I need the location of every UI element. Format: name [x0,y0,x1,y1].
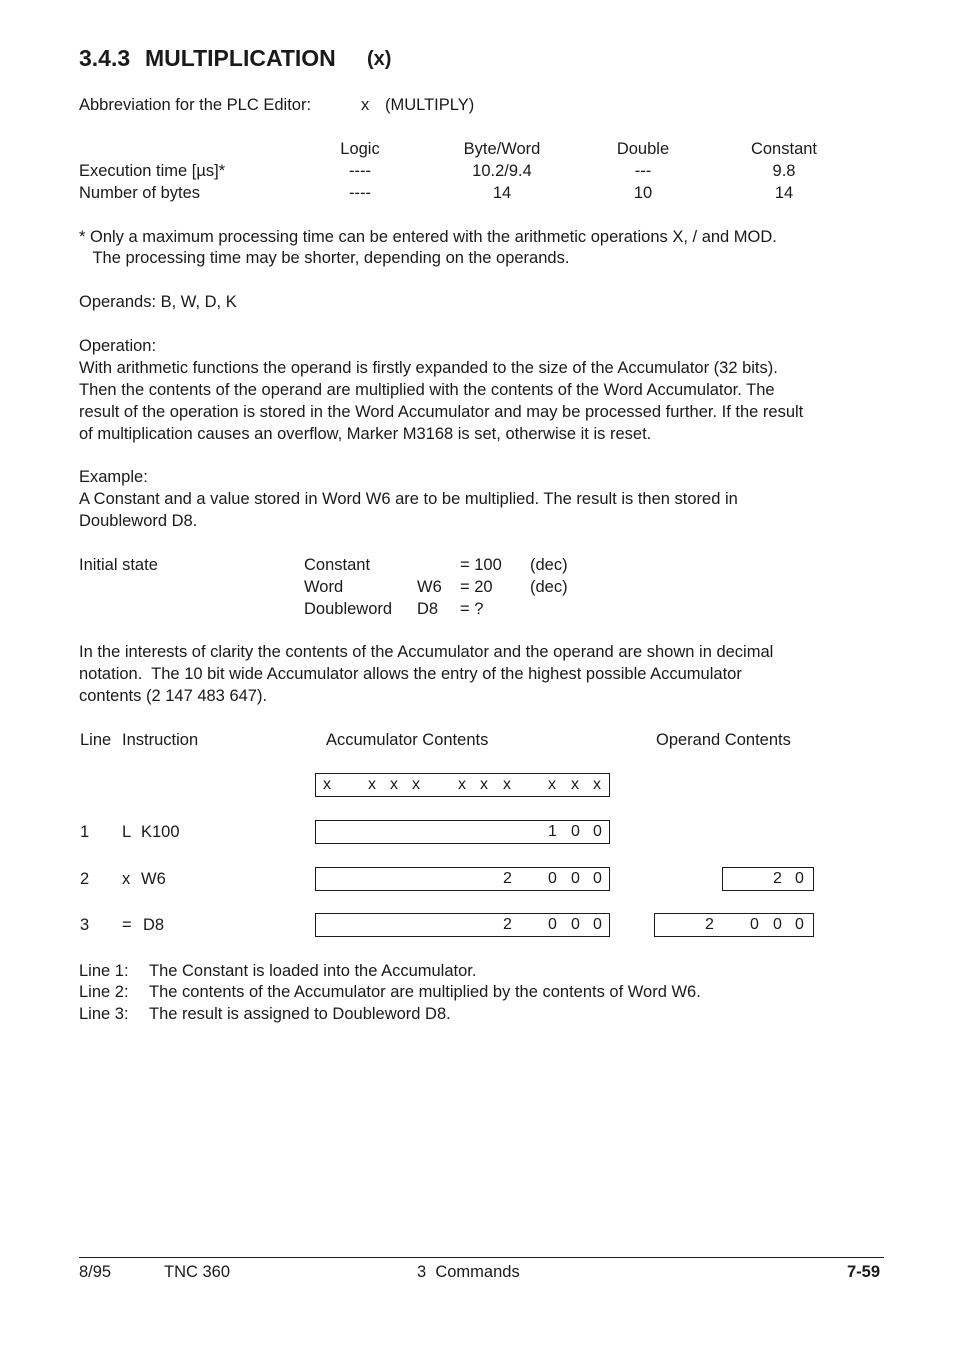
operand-digit: 2 [773,870,782,887]
initial-value: = 20 [460,578,493,596]
timing-col-logic: Logic [340,140,380,158]
accumulator-box [315,820,610,844]
operands-text: Operands: B, W, D, K [79,293,237,311]
operation-line: result of the operation is stored in the Word Accumulator and may be processed further. If the result [79,403,804,421]
acc-digit: 0 [593,823,602,840]
accumulator-box [315,867,610,891]
line-note-label: Line 2: [79,983,129,1001]
initial-type: Constant [304,556,371,574]
operand-digit: 2 [705,916,714,933]
line-note-label: Line 1: [79,962,129,980]
line-note-text: The result is assigned to Doubleword D8. [149,1005,451,1023]
operand-box [722,867,814,891]
timing-col-byteword: Byte/Word [463,140,541,158]
initial-value: = ? [460,600,484,618]
section-number: 3.4.3 [79,45,131,71]
abbreviation-label: Abbreviation for the PLC Editor: [79,96,312,114]
template-digit: x [458,776,466,793]
operation-heading: Operation: [79,337,157,355]
initial-state-label: Initial state [79,556,158,574]
program-header-accumulator: Accumulator Contents [326,731,489,749]
initial-type: Word [304,578,344,596]
template-digit: x [480,776,488,793]
operation-line: of multiplication causes an overflow, Marker M3168 is set, otherwise it is reset. [79,425,652,443]
initial-type: Doubleword [304,600,393,618]
template-digit: x [571,776,579,793]
program-arg: K100 [141,823,180,841]
clarity-line: contents (2 147 483 647). [79,687,268,705]
initial-value: = 100 [460,556,502,574]
acc-digit: 0 [571,870,580,887]
timing-cell: 9.8 [772,162,796,180]
acc-digit: 0 [548,870,557,887]
operand-digit: 0 [795,916,804,933]
acc-digit: 0 [571,823,580,840]
footer-date: 8/95 [79,1263,112,1281]
timing-cell: 10 [633,184,653,202]
footer-page-number: 7-59 [846,1263,880,1281]
timing-cell: ---- [349,162,371,180]
program-op: x [122,870,131,888]
template-digit: x [390,776,398,793]
accumulator-template-box [315,773,610,797]
line-note-text: The Constant is loaded into the Accumulator. [149,962,477,980]
operand-digit: 0 [795,870,804,887]
acc-digit: 0 [593,916,602,933]
abbreviation-symbol: x [361,96,370,114]
abbreviation-name: (MULTIPLY) [385,96,475,114]
acc-digit: 0 [593,870,602,887]
timing-cell: 10.2/9.4 [472,162,532,180]
timing-col-double: Double [616,140,670,158]
initial-addr: W6 [417,578,442,596]
footnote-line: The processing time may be shorter, depending on the operands. [79,249,570,267]
timing-cell: 14 [774,184,794,202]
example-line: A Constant and a value stored in Word W6 are to be multiplied. The result is then stored in [79,490,738,508]
program-header-operand: Operand Contents [656,731,791,749]
operation-line: With arithmetic functions the operand is firstly expanded to the size of the Accumulator (32 bits). [79,359,778,377]
acc-digit: 0 [571,916,580,933]
section-symbol: (x) [367,48,392,70]
initial-addr: D8 [417,600,439,618]
operand-box [654,913,814,937]
program-header-instruction: Instruction [122,731,199,749]
timing-cell: 14 [492,184,512,202]
acc-digit: 0 [548,916,557,933]
template-digit: x [503,776,511,793]
example-line: Doubleword D8. [79,512,198,530]
program-op: L [122,823,132,841]
acc-digit: 2 [503,870,512,887]
acc-digit: 1 [548,823,557,840]
section-title: MULTIPLICATION [145,45,336,71]
program-line-number: 1 [80,823,90,841]
program-line-number: 3 [80,916,90,934]
example-heading: Example: [79,468,148,486]
footnote-line: * Only a maximum processing time can be entered with the arithmetic operations X, / and MOD. [79,228,777,246]
operand-digit: 0 [773,916,782,933]
program-arg: D8 [143,916,165,934]
program-header-line: Line [80,731,112,749]
timing-cell: ---- [349,184,371,202]
accumulator-box [315,913,610,937]
template-digit: x [412,776,420,793]
operand-digit: 0 [750,916,759,933]
footer-chapter: 3 Commands [417,1263,520,1281]
program-line-number: 2 [80,870,90,888]
line-note-text: The contents of the Accumulator are multiplied by the contents of Word W6. [149,983,701,1001]
template-digit: x [593,776,601,793]
timing-cell: --- [634,162,652,180]
line-note-label: Line 3: [79,1005,129,1023]
timing-row-label: Execution time [µs]* [79,162,226,180]
template-digit: x [323,776,331,793]
acc-digit: 2 [503,916,512,933]
template-digit: x [368,776,376,793]
program-op: = [122,916,132,934]
footer-rule [79,1257,884,1258]
initial-unit: (dec) [530,578,568,596]
template-digit: x [548,776,556,793]
program-arg: W6 [141,870,166,888]
footer-product: TNC 360 [164,1263,231,1281]
timing-row-label: Number of bytes [79,184,201,202]
timing-col-constant: Constant [750,140,818,158]
clarity-line: notation. The 10 bit wide Accumulator allows the entry of the highest possible Accumulator [79,665,742,683]
initial-unit: (dec) [530,556,568,574]
clarity-line: In the interests of clarity the contents of the Accumulator and the operand are shown in decimal [79,643,774,661]
operation-line: Then the contents of the operand are multiplied with the contents of the Word Accumulator. The [79,381,775,399]
